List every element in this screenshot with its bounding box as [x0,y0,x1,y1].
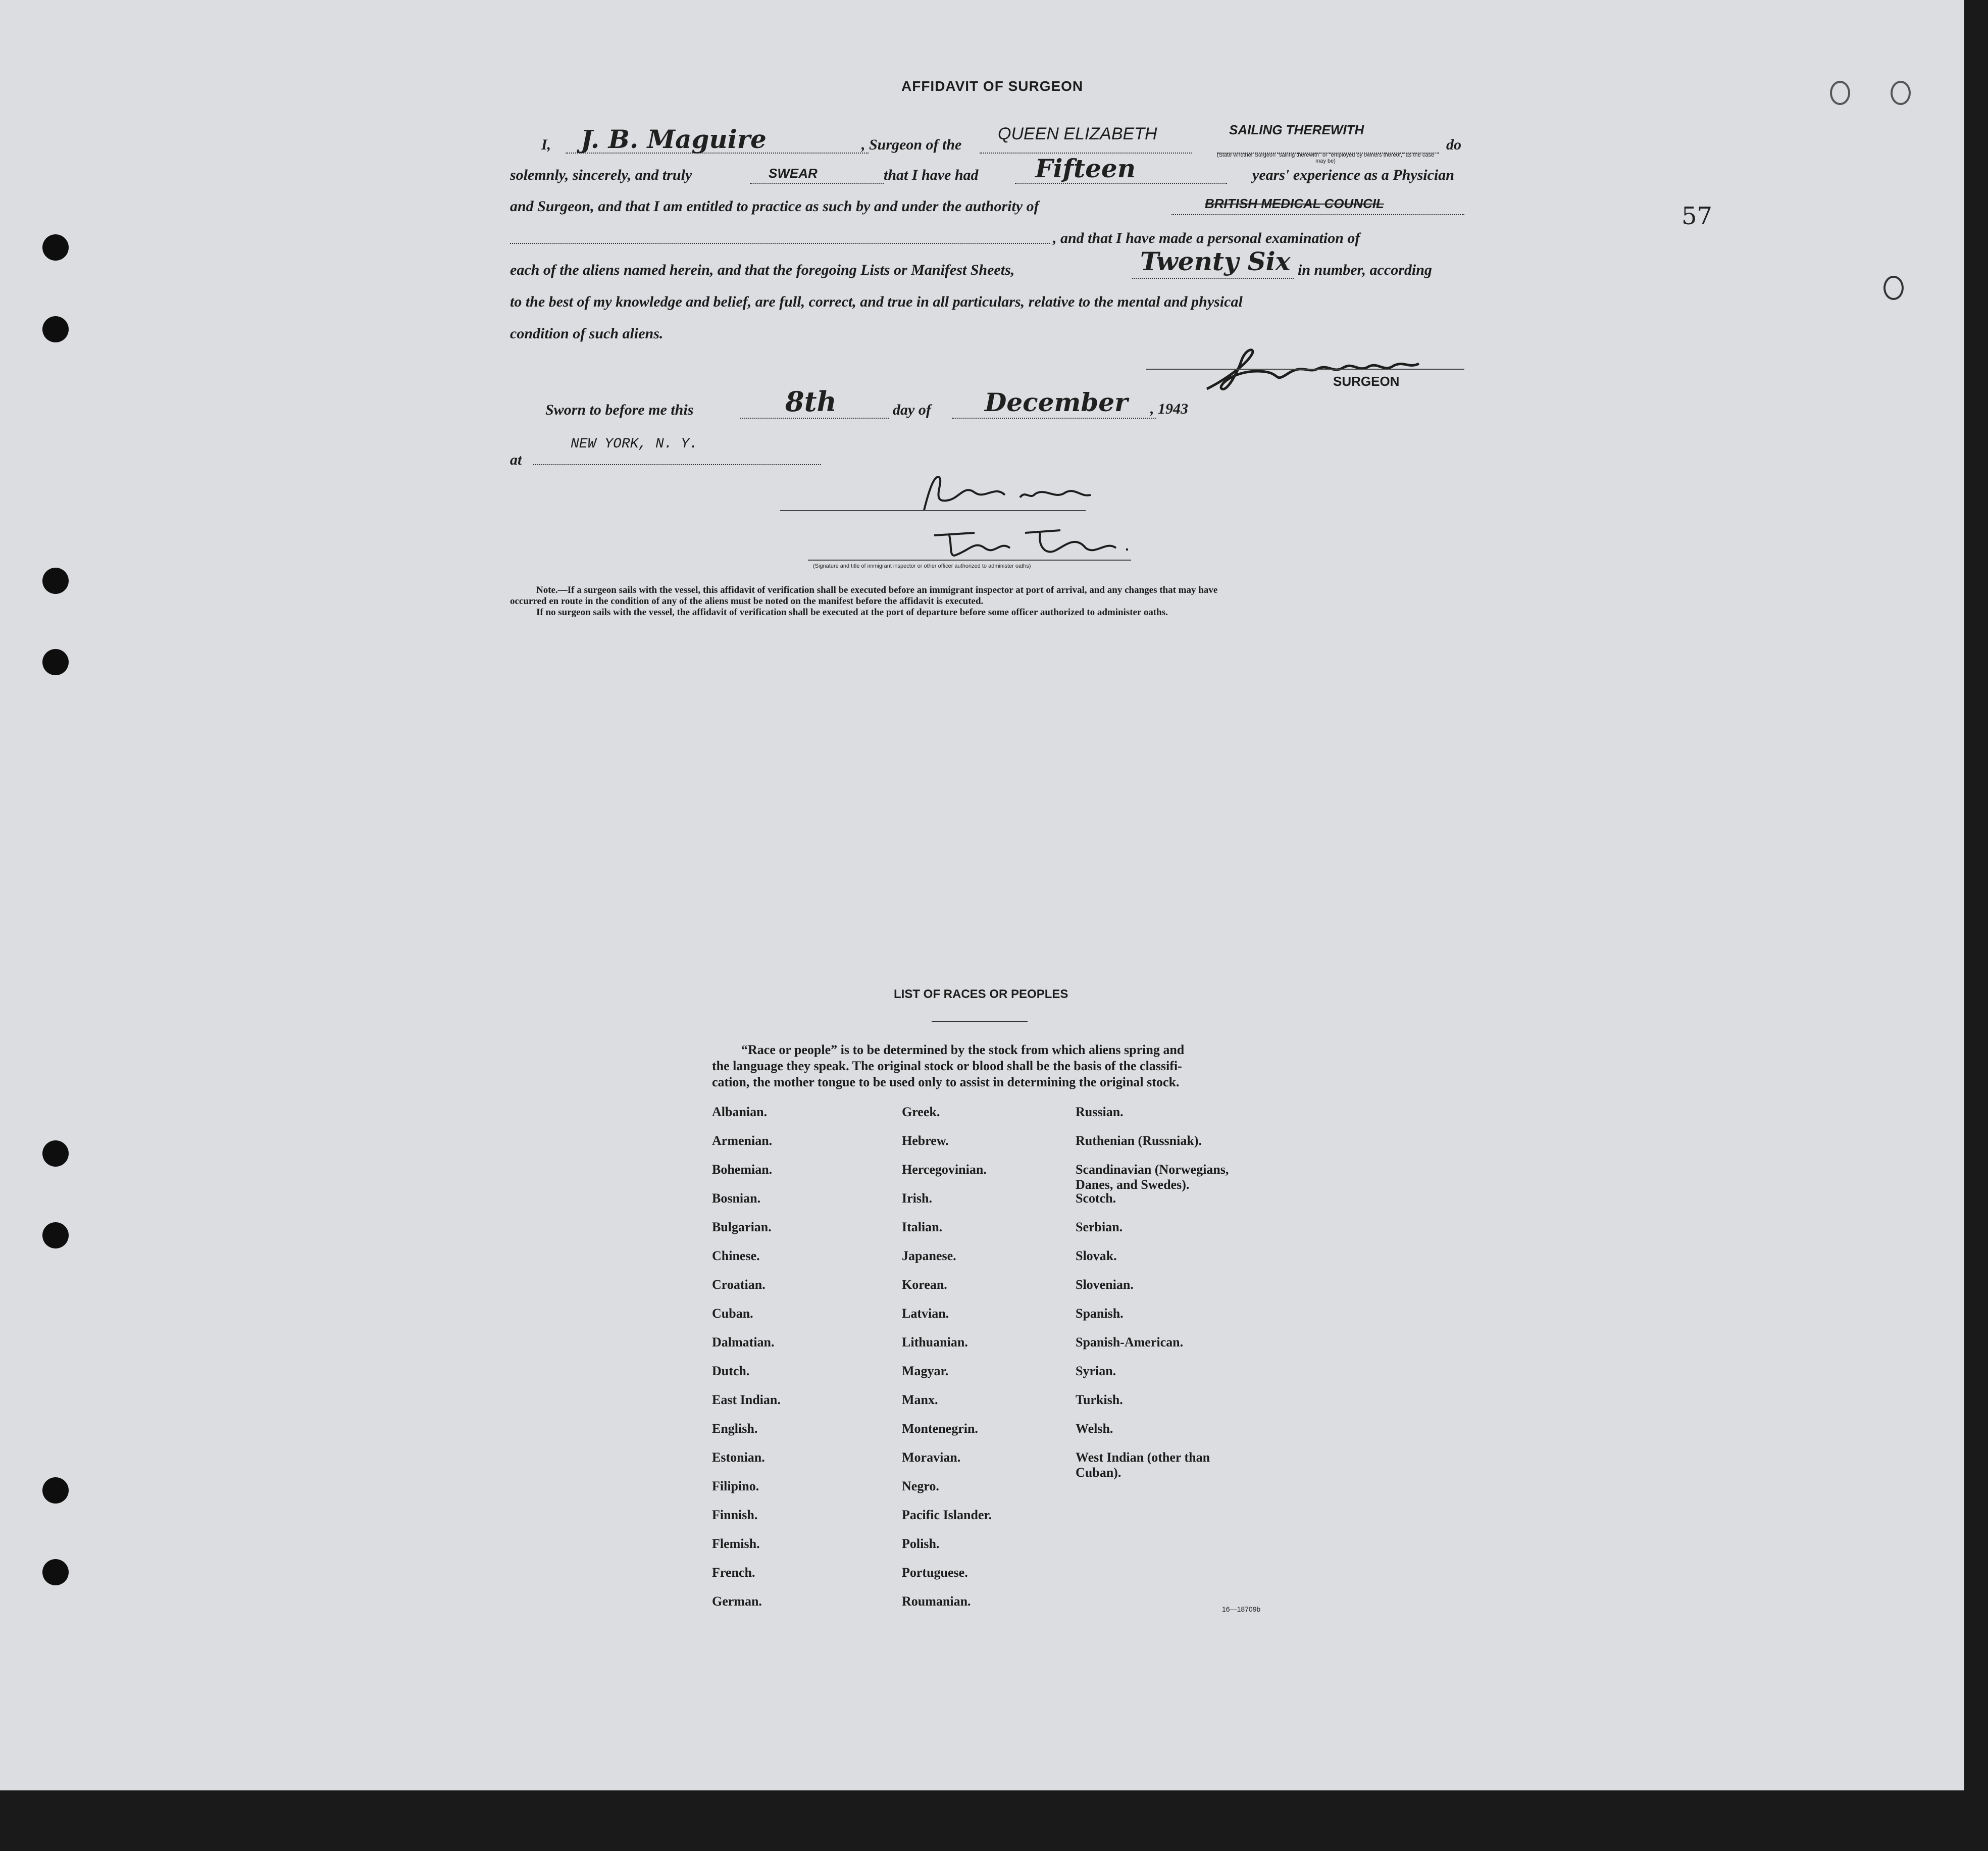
line-mid: that I have had [884,167,979,183]
licensing-authority: BRITISH MEDICAL COUNCIL [1205,196,1384,211]
sworn-place: NEW YORK, N. Y. [571,436,698,452]
intro-line: the language they speak. The original stock or blood shall be the basis of the classifi- [712,1059,1182,1073]
binder-hole [42,568,69,594]
officer-caption: (Signature and title of immigrant inspector or other officer authorized to administer oaths) [813,563,1031,569]
officer-signature-line-1 [780,510,1086,511]
ship-name: QUEEN ELIZABETH [998,124,1157,143]
race-item: Negro. [902,1479,939,1493]
races-column-2 [902,1105,992,1623]
surgeon-label: SURGEON [1333,374,1400,389]
surgeon-signature [1192,343,1429,399]
punch-ring [1830,81,1850,105]
race-item: Serbian. [1076,1220,1123,1234]
race-item: German. [712,1594,762,1609]
officer-signature-line-2 [808,560,1131,561]
race-item: Russian. [1076,1105,1124,1119]
race-item: Bulgarian. [712,1220,772,1234]
race-item: East Indian. [712,1392,781,1407]
years-experience: Fifteen [1035,154,1136,183]
race-item: Turkish. [1076,1392,1123,1407]
sheet-count: Twenty Six [1140,246,1291,276]
affidavit-line-5 [510,246,1464,283]
race-item: Chinese. [712,1248,760,1263]
sworn-year: , 1943 [1150,401,1188,417]
officer-signature-2 [929,520,1141,561]
binder-hole [42,649,69,675]
note-line: Note.—If a surgeon sails with the vessel, this affidavit of verification shall be executed before an immigrant inspector at port of arrival, and any changes that may have [536,585,1218,595]
line-text: , and that I have made a personal examination of [1053,230,1360,246]
race-item: Polish. [902,1536,940,1551]
line-text: and Surgeon, and that I am entitled to practice as such by and under the authority of [510,198,1039,215]
line-suffix: do [1446,136,1461,153]
line-prefix: solemnly, sincerely, and truly [510,167,692,183]
race-item: Manx. [902,1392,938,1407]
race-item: Irish. [902,1191,932,1206]
race-item: Lithuanian. [902,1335,968,1349]
binder-hole [42,316,69,342]
sworn-line [510,385,1464,423]
race-item: Pacific Islander. [902,1508,992,1522]
sworn-prefix: Sworn to before me this [545,402,694,418]
note-line: occurred en route in the condition of any of the aliens must be noted on the manifest before the affidavit is executed. [510,596,984,607]
race-item: Greek. [902,1105,940,1119]
races-title-rule [932,1021,1028,1022]
page-number: 57 [1681,202,1713,230]
race-item: Scotch. [1076,1191,1116,1206]
race-item: Italian. [902,1220,943,1234]
status-note: (State whether Surgeon "sailing therewith" or "employed by owners thereof," as the case may be) [1216,152,1435,164]
race-item: Slovak. [1076,1248,1117,1263]
place-line [510,436,1464,468]
punch-ring [1883,276,1904,300]
races-column-3 [1076,1105,1229,1479]
race-item: Croatian. [712,1277,766,1292]
affidavit-line-6 [510,289,1464,315]
surgeon-name: J. B. Maguire [581,124,767,154]
sworn-day: 8th [785,385,837,418]
race-item: Albanian. [712,1105,768,1119]
race-item: Latvian. [902,1306,949,1321]
line-mid: , Surgeon of the [861,136,962,153]
race-item: Magyar. [902,1364,949,1378]
note-line: If no surgeon sails with the vessel, the affidavit of verification shall be executed at the port of departure before some officer authorized to administer oaths. [536,607,1168,618]
surgeon-status: SAILING THEREWITH [1229,122,1364,137]
race-item: Finnish. [712,1508,758,1522]
line-text: condition of such aliens. [510,325,664,342]
line-suffix: years' experience as a Physician [1252,167,1454,183]
officer-signature-1 [909,470,1111,515]
races-column-1 [712,1105,781,1623]
place-prefix: at [510,452,522,468]
binder-hole [42,234,69,261]
binder-hole [42,1140,69,1167]
affidavit-line-7 [510,321,1464,346]
binder-hole [42,1477,69,1504]
race-item: Dutch. [712,1364,750,1378]
race-item: Scandinavian (Norwegians, Danes, and Swedes). [1076,1162,1229,1192]
race-item: Estonian. [712,1450,765,1465]
affidavit-note [510,585,1464,618]
races-title: LIST OF RACES OR PEOPLES [894,987,1068,1001]
binder-hole [42,1559,69,1585]
race-item: Montenegrin. [902,1421,978,1436]
race-item: Hebrew. [902,1133,949,1148]
line-prefix: each of the aliens named herein, and that the foregoing Lists or Manifest Sheets, [510,262,1015,278]
race-item: Slovenian. [1076,1277,1134,1292]
binder-hole [42,1222,69,1248]
intro-line: “Race or people” is to be determined by the stock from which aliens spring and [741,1042,1185,1057]
affidavit-line-4 [510,226,1464,251]
race-item: Welsh. [1076,1421,1113,1436]
race-item: Filipino. [712,1479,759,1493]
race-item: Moravian. [902,1450,961,1465]
race-item: Japanese. [902,1248,956,1263]
race-item: Cuban. [712,1306,753,1321]
race-item: Hercegovinian. [902,1162,987,1177]
line-suffix: in number, according [1298,262,1432,278]
authority-blank-2 [510,226,1050,244]
race-item: Portuguese. [902,1565,968,1580]
form-id: 16—18709b [1222,1605,1261,1613]
affidavit-title: AFFIDAVIT OF SURGEON [901,78,1084,94]
race-item: French. [712,1565,755,1580]
race-item: Flemish. [712,1536,760,1551]
race-item: West Indian (other than Cuban). [1076,1450,1210,1480]
race-item: Bosnian. [712,1191,761,1206]
race-item: Syrian. [1076,1364,1116,1378]
intro-line: cation, the mother tongue to be used only to assist in determining the original stock. [712,1075,1180,1089]
line-prefix: I, [541,136,551,153]
oath-word: SWEAR [769,166,818,181]
race-item: Armenian. [712,1133,773,1148]
race-item: Ruthenian (Russniak). [1076,1133,1202,1148]
race-item: Spanish-American. [1076,1335,1184,1349]
sworn-mid: day of [893,402,931,418]
race-item: Spanish. [1076,1306,1124,1321]
race-item: Korean. [902,1277,947,1292]
race-item: English. [712,1421,758,1436]
race-item: Dalmatian. [712,1335,775,1349]
race-item: Roumanian. [902,1594,971,1609]
race-item: Bohemian. [712,1162,773,1177]
races-intro [712,1042,1257,1090]
affidavit-line-3 [510,194,1464,219]
line-text: to the best of my knowledge and belief, are full, correct, and true in all particulars, relative to the mental and physical [510,293,1243,310]
sworn-month: December [985,387,1128,417]
punch-ring [1891,81,1911,105]
surgeon-signature-line [1146,369,1464,370]
